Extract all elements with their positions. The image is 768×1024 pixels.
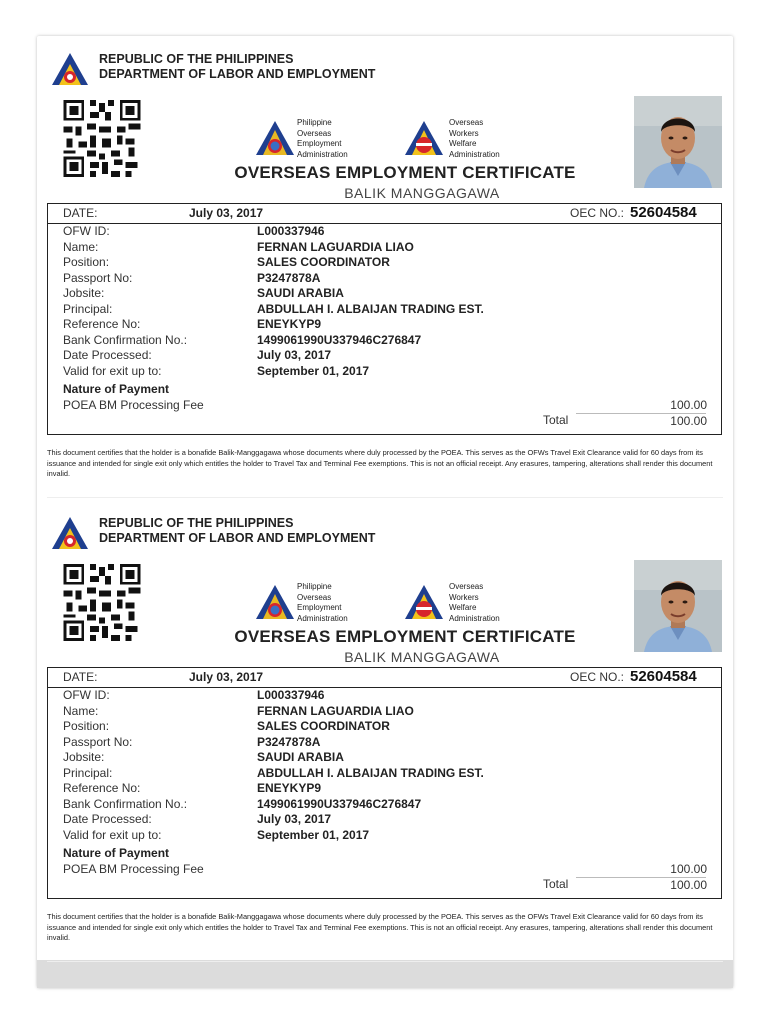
holder-details bbox=[63, 688, 703, 843]
poea-name: Philippine Overseas Employment Administration bbox=[297, 582, 348, 623]
issuer-line2: DEPARTMENT OF LABOR AND EMPLOYMENT bbox=[99, 67, 376, 81]
dole-logo-icon bbox=[51, 516, 89, 550]
certificate-title-wrap bbox=[37, 163, 733, 183]
field-value: SALES COORDINATOR bbox=[257, 719, 390, 733]
field-value: 1499061990U337946C276847 bbox=[257, 332, 422, 347]
field-value: SALES COORDINATOR bbox=[257, 255, 390, 269]
field-value: SAUDI ARABIA bbox=[257, 750, 344, 764]
field-row bbox=[63, 271, 703, 287]
oec-details-box bbox=[47, 203, 722, 435]
oec-number-value: 52604584 bbox=[630, 204, 697, 221]
field-label: Valid for exit up to: bbox=[63, 363, 162, 378]
poea-name: Philippine Overseas Employment Administration bbox=[297, 118, 348, 159]
holder-details bbox=[63, 224, 703, 379]
field-label: Passport No: bbox=[63, 734, 133, 749]
poea-logo-icon bbox=[255, 120, 295, 156]
total-amount: 100.00 bbox=[670, 878, 707, 892]
field-label: Date Processed: bbox=[63, 348, 152, 362]
field-row bbox=[63, 240, 703, 256]
oec-certificate bbox=[37, 500, 733, 960]
field-value: SAUDI ARABIA bbox=[257, 286, 344, 300]
certificate-subtitle: BALIK MANGGAGAWA bbox=[344, 185, 500, 201]
field-value: P3247878A bbox=[257, 270, 321, 285]
owwa-name: Overseas Workers Welfare Administration bbox=[449, 582, 500, 623]
certificate-subtitle-wrap bbox=[37, 185, 733, 201]
oec-number-label: OEC NO.: bbox=[570, 206, 625, 220]
date-row bbox=[48, 204, 721, 224]
field-row bbox=[63, 333, 703, 349]
field-label: Bank Confirmation No.: bbox=[63, 796, 188, 811]
oec-number-label: OEC NO.: bbox=[570, 670, 625, 684]
field-value: July 03, 2017 bbox=[257, 812, 332, 826]
date-value: July 03, 2017 bbox=[189, 670, 264, 684]
field-row bbox=[63, 286, 703, 302]
field-value: L000337946 bbox=[257, 688, 325, 702]
field-label: Name: bbox=[63, 703, 99, 718]
field-value: July 03, 2017 bbox=[257, 348, 332, 362]
field-value: FERNAN LAGUARDIA LIAO bbox=[257, 703, 414, 718]
field-row bbox=[63, 704, 703, 720]
field-label: Jobsite: bbox=[63, 750, 105, 764]
certificate-title: OVERSEAS EMPLOYMENT CERTIFICATE bbox=[234, 163, 576, 182]
field-label: Bank Confirmation No.: bbox=[63, 332, 188, 347]
oec-number-value: 52604584 bbox=[630, 668, 697, 685]
certificate-subtitle-wrap bbox=[37, 649, 733, 665]
oec-details-box bbox=[47, 667, 722, 899]
issuer-header bbox=[99, 516, 375, 546]
owwa-logo-icon bbox=[404, 584, 444, 620]
section-divider bbox=[47, 961, 723, 962]
dole-logo-icon bbox=[51, 52, 89, 86]
field-label: Reference No: bbox=[63, 781, 141, 795]
field-row bbox=[63, 781, 703, 797]
field-label: Passport No: bbox=[63, 270, 133, 285]
field-row bbox=[63, 348, 703, 364]
total-label: Total bbox=[543, 413, 569, 427]
date-value: July 03, 2017 bbox=[189, 206, 264, 220]
payment-amount: 100.00 bbox=[670, 398, 707, 412]
date-row bbox=[48, 668, 721, 688]
field-value: FERNAN LAGUARDIA LIAO bbox=[257, 239, 414, 254]
section-divider bbox=[47, 497, 723, 498]
field-label: OFW ID: bbox=[63, 224, 110, 238]
issuer-line1: REPUBLIC OF THE PHILIPPINES bbox=[99, 52, 294, 66]
date-label: DATE: bbox=[63, 206, 98, 220]
field-label: Principal: bbox=[63, 301, 113, 316]
field-label: Principal: bbox=[63, 765, 113, 780]
field-label: Valid for exit up to: bbox=[63, 827, 162, 842]
oec-certificate bbox=[37, 36, 733, 496]
field-label: Date Processed: bbox=[63, 812, 152, 826]
total-amount: 100.00 bbox=[670, 414, 707, 428]
page-bottom-gutter bbox=[37, 960, 733, 988]
field-value: ENEYKYP9 bbox=[257, 781, 322, 795]
field-row bbox=[63, 735, 703, 751]
payment-heading: Nature of Payment bbox=[63, 382, 170, 396]
certificate-footnote: This document certifies that the holder is a bonafide Balik-Manggagawa whose documents where duly processed by the POEA. This serves as the OFWs Travel Exit Clearance valid for 60 days from its issuance and intended for single exit only which entitles the holder to Travel Tax and Terminal Fee exemptions. This is not an official receipt. Any erasures, tampering, alterations shall render this document invalid. bbox=[47, 912, 713, 942]
field-row bbox=[63, 750, 703, 766]
field-row bbox=[63, 364, 703, 380]
field-value: September 01, 2017 bbox=[257, 827, 370, 842]
payment-heading: Nature of Payment bbox=[63, 846, 170, 860]
field-row bbox=[63, 255, 703, 271]
field-value: L000337946 bbox=[257, 224, 325, 238]
field-row bbox=[63, 302, 703, 318]
certificate-footnote: This document certifies that the holder is a bonafide Balik-Manggagawa whose documents where duly processed by the POEA. This serves as the OFWs Travel Exit Clearance valid for 60 days from its issuance and intended for single exit only which entitles the holder to Travel Tax and Terminal Fee exemptions. This is not an official receipt. Any erasures, tampering, alterations shall render this document invalid. bbox=[47, 448, 713, 478]
certificate-subtitle: BALIK MANGGAGAWA bbox=[344, 649, 500, 665]
holder-photo bbox=[634, 560, 722, 652]
field-row bbox=[63, 224, 703, 240]
field-value: 1499061990U337946C276847 bbox=[257, 796, 422, 811]
field-label: Position: bbox=[63, 719, 110, 733]
field-row bbox=[63, 688, 703, 704]
field-row bbox=[63, 317, 703, 333]
field-label: Reference No: bbox=[63, 317, 141, 331]
issuer-line2: DEPARTMENT OF LABOR AND EMPLOYMENT bbox=[99, 531, 376, 545]
field-value: ABDULLAH I. ALBAIJAN TRADING EST. bbox=[257, 301, 484, 316]
field-row bbox=[63, 812, 703, 828]
field-value: P3247878A bbox=[257, 734, 321, 749]
issuer-line1: REPUBLIC OF THE PHILIPPINES bbox=[99, 516, 294, 530]
holder-photo bbox=[634, 96, 722, 188]
payment-item: POEA BM Processing Fee bbox=[63, 862, 204, 876]
poea-logo-icon bbox=[255, 584, 295, 620]
field-label: Position: bbox=[63, 255, 110, 269]
certificate-title-wrap bbox=[37, 627, 733, 647]
field-row bbox=[63, 828, 703, 844]
field-row bbox=[63, 766, 703, 782]
field-value: ENEYKYP9 bbox=[257, 317, 322, 331]
payment-amount: 100.00 bbox=[670, 862, 707, 876]
owwa-name: Overseas Workers Welfare Administration bbox=[449, 118, 500, 159]
total-label: Total bbox=[543, 877, 569, 891]
field-label: Jobsite: bbox=[63, 286, 105, 300]
field-label: Name: bbox=[63, 239, 99, 254]
issuer-header bbox=[99, 52, 375, 82]
date-label: DATE: bbox=[63, 670, 98, 684]
field-value: ABDULLAH I. ALBAIJAN TRADING EST. bbox=[257, 765, 484, 780]
field-value: September 01, 2017 bbox=[257, 363, 370, 378]
field-label: OFW ID: bbox=[63, 688, 110, 702]
certificate-title: OVERSEAS EMPLOYMENT CERTIFICATE bbox=[234, 627, 576, 646]
field-row bbox=[63, 797, 703, 813]
owwa-logo-icon bbox=[404, 120, 444, 156]
payment-item: POEA BM Processing Fee bbox=[63, 398, 204, 412]
field-row bbox=[63, 719, 703, 735]
